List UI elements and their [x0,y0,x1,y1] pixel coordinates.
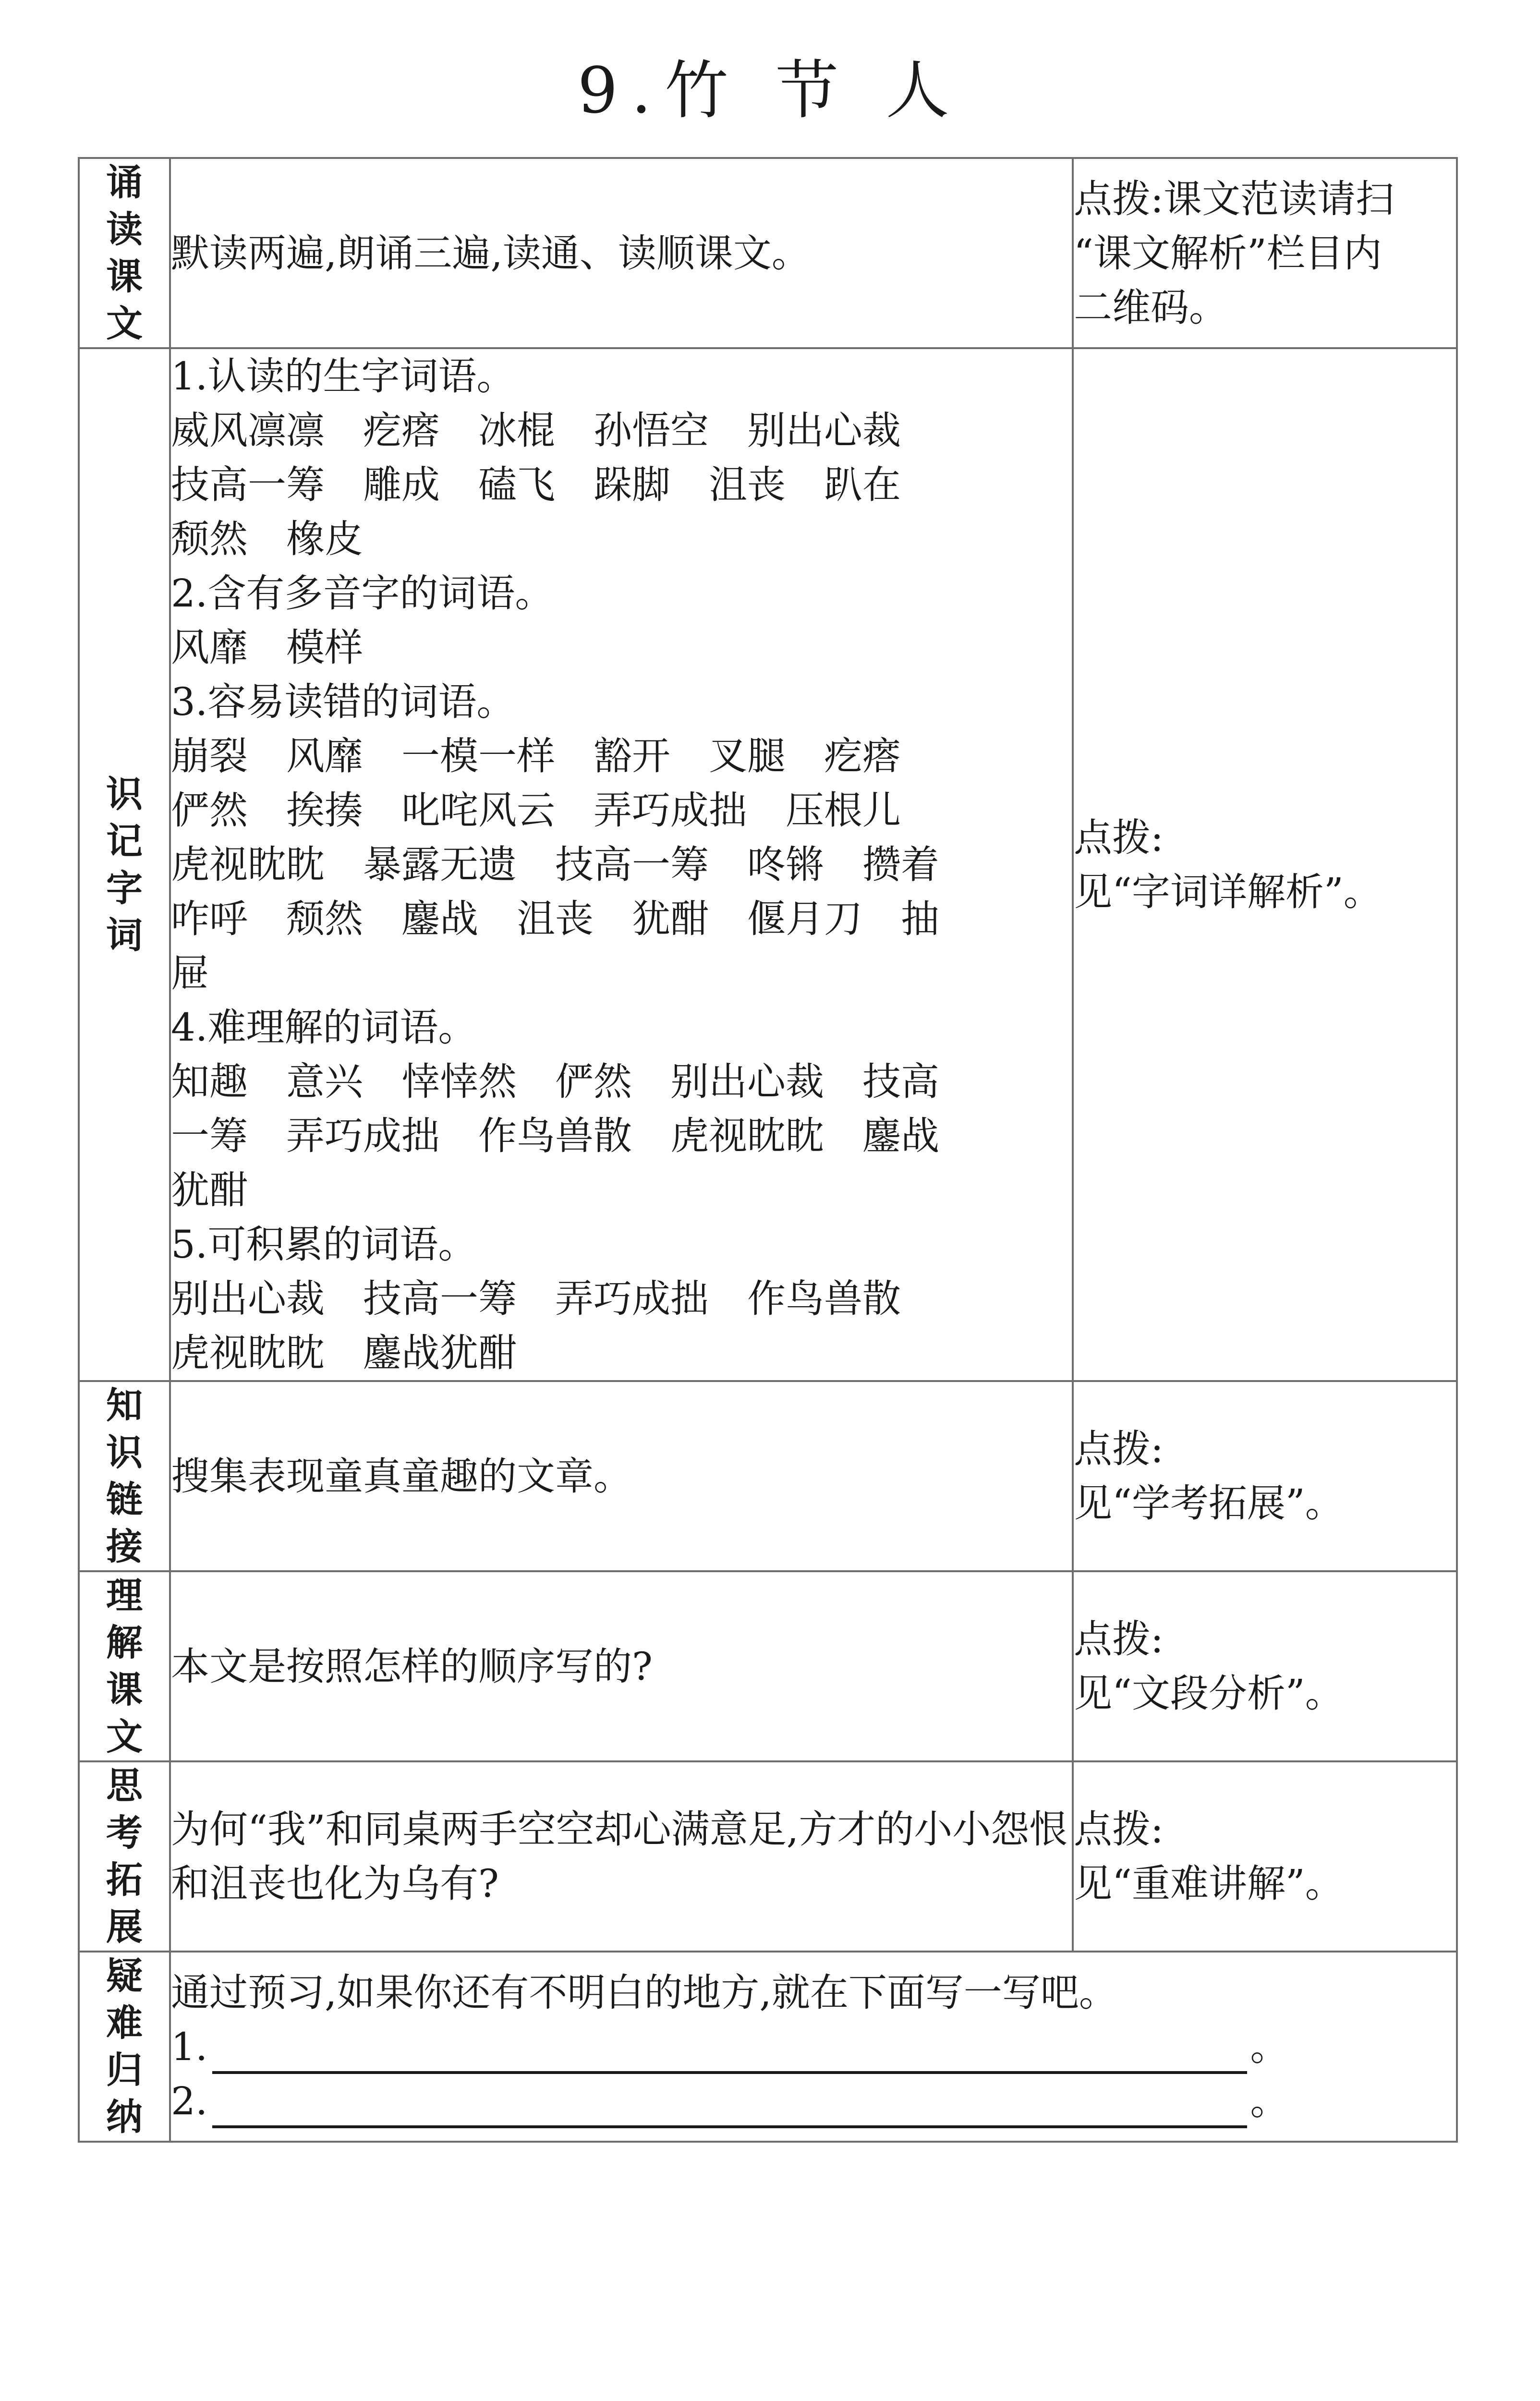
row-tip-vocab: 点拨: 见“字词详解析”。 [1073,348,1457,1381]
table-row [79,1571,1457,1761]
row-content-vocab: 1.认读的生字词语。 威风凛凛 疙瘩 冰棍 孙悟空 别出心裁 技高一筹 雕成 磕飞 跺脚 沮丧 趴在 颓然 橡皮 2.含有多音字的词语。 风靡 模样 3.容易读错的词语。 崩裂 风靡 一模一样 豁开 叉腿 疙瘩 俨然 挨揍 叱咤风云 弄巧成拙 压根儿 虎视眈眈 暴露无遗 技高一筹 咚锵 攒着 咋呼 颓然 鏖战 沮丧 犹酣 偃月刀 抽 屉 4.难理解的词语。 知趣 意兴 悻悻然 俨然 别出心裁 技高 一筹 弄巧成拙 作鸟兽散 虎视眈眈 鏖战 犹酣 5.可积累的词语。 别出心裁 技高一筹 弄巧成拙 作鸟兽散 虎视眈眈 鏖战犹酣 [170,348,1073,1381]
row-content-questions: 通过预习,如果你还有不明白的地方,就在下面写一写吧。 1. 。 2. 。 [170,1952,1457,2142]
answer-line-2: 2. 。 [171,2074,1456,2128]
row-tip-recite: 点拨:课文范读请扫 “课文解析”栏目内 二维码。 [1073,158,1457,348]
row-tip-knowledge: 点拨: 见“学考拓展”。 [1073,1381,1457,1571]
row-content-understand: 本文是按照怎样的顺序写的? [170,1571,1073,1761]
row-label-recite: 诵 读 课 文 [79,158,170,348]
row-label-extend: 思 考 拓 展 [79,1761,170,1952]
preview-table [78,157,1458,2143]
row-label-understand: 理 解 课 文 [79,1571,170,1761]
table-row [79,1952,1457,2142]
row-label-vocab: 识 记 字 词 [79,348,170,1381]
row-label-knowledge: 知 识 链 接 [79,1381,170,1571]
row-label-questions: 疑 难 归 纳 [79,1952,170,2142]
row-content-extend: 为何“我”和同桌两手空空却心满意足,方才的小小怨恨和沮丧也化为乌有? [170,1761,1073,1952]
table-row [79,348,1457,1381]
row-content-knowledge: 搜集表现童真童趣的文章。 [170,1381,1073,1571]
row-tip-understand: 点拨: 见“文段分析”。 [1073,1571,1457,1761]
answer-line-1: 1. 。 [171,2020,1456,2074]
table-row [79,1381,1457,1571]
table-row [79,1761,1457,1952]
answer-input-2[interactable] [212,2083,1247,2128]
row-content-recite: 默读两遍,朗诵三遍,读通、读顺课文。 [170,158,1073,348]
table-row [79,158,1457,348]
page-title: 9.竹 节 人 [577,54,963,128]
answer-input-1[interactable] [212,2029,1247,2074]
row-tip-extend: 点拨: 见“重难讲解”。 [1073,1761,1457,1952]
